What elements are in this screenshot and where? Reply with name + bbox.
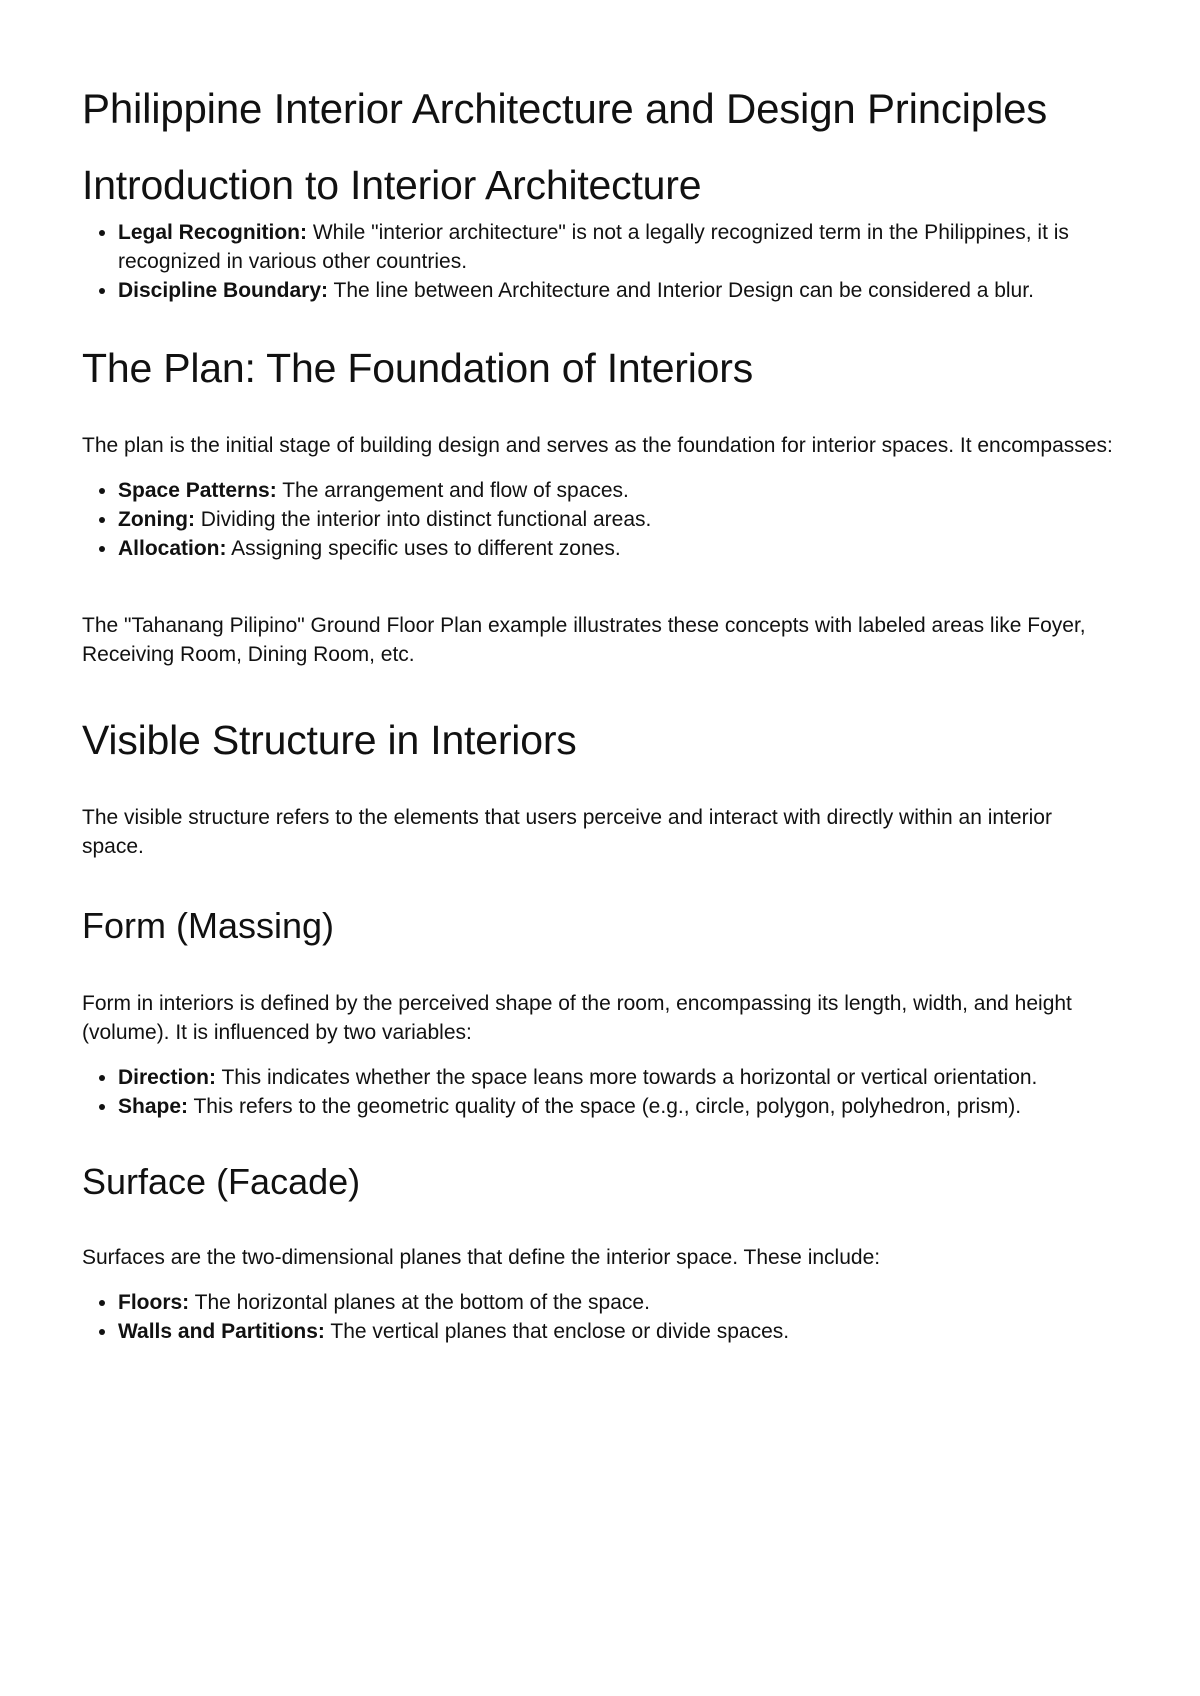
list-item-term: Direction: (118, 1066, 217, 1089)
list-item-text: While "interior architecture" is not a legally recognized term in the Philippines, it is recognized in various other countries. (118, 221, 1069, 273)
list-item-text: The horizontal planes at the bottom of the space. (189, 1291, 650, 1314)
heading-introduction: Introduction to Interior Architecture (82, 162, 702, 208)
intro-list (82, 218, 1118, 305)
list-item-term: Legal Recognition: (118, 221, 307, 244)
list-item-term: Allocation: (118, 537, 227, 560)
list-item (118, 476, 1118, 505)
list-item-text: This refers to the geometric quality of the space (e.g., circle, polygon, polyhedron, prism). (188, 1095, 1022, 1118)
list-item-text: Dividing the interior into distinct functional areas. (194, 508, 652, 531)
heading-plan: The Plan: The Foundation of Interiors (82, 345, 754, 391)
list-item-term: Floors: (118, 1291, 190, 1314)
form-paragraph: Form in interiors is defined by the perceived shape of the room, encompassing its length, width, and height (volume). It is influenced by two variables: (82, 992, 1072, 1044)
list-item-text: The vertical planes that enclose or divide spaces. (324, 1320, 790, 1343)
list-item-text: Assigning specific uses to different zones. (226, 537, 621, 560)
plan-paragraph-2: The "Tahanang Pilipino" Ground Floor Plan example illustrates these concepts with labeled areas like Foyer, Receiving Room, Dining Room, etc. (82, 614, 1086, 666)
list-item (118, 1063, 1118, 1092)
heading-visible-structure: Visible Structure in Interiors (82, 717, 577, 763)
list-item-text: The line between Architecture and Interior Design can be considered a blur. (328, 279, 1034, 302)
surface-list (82, 1288, 1118, 1346)
list-item (118, 1317, 1118, 1346)
heading-form: Form (Massing) (82, 905, 335, 946)
list-item-term: Space Patterns: (118, 479, 277, 502)
list-item-term: Discipline Boundary: (118, 279, 329, 302)
visible-paragraph: The visible structure refers to the elements that users perceive and interact with directly within an interior space. (82, 806, 1052, 858)
list-item-text: This indicates whether the space leans more towards a horizontal or vertical orientation. (216, 1066, 1038, 1089)
list-item (118, 218, 1118, 276)
list-item-term: Walls and Partitions: (118, 1320, 325, 1343)
list-item (118, 534, 1118, 563)
list-item (118, 276, 1118, 305)
list-item (118, 505, 1118, 534)
list-item-term: Zoning: (118, 508, 195, 531)
list-item (118, 1092, 1118, 1121)
heading-surface: Surface (Facade) (82, 1161, 361, 1202)
plan-paragraph: The plan is the initial stage of building design and serves as the foundation for interior spaces. It encompasses: (82, 434, 1113, 457)
list-item (118, 1288, 1118, 1317)
list-item-term: Shape: (118, 1095, 189, 1118)
document-title: Philippine Interior Architecture and Design Principles (82, 85, 1048, 132)
list-item-text: The arrangement and flow of spaces. (276, 479, 629, 502)
surface-paragraph: Surfaces are the two-dimensional planes that define the interior space. These include: (82, 1246, 881, 1269)
form-list (82, 1063, 1118, 1121)
plan-list (82, 476, 1118, 563)
